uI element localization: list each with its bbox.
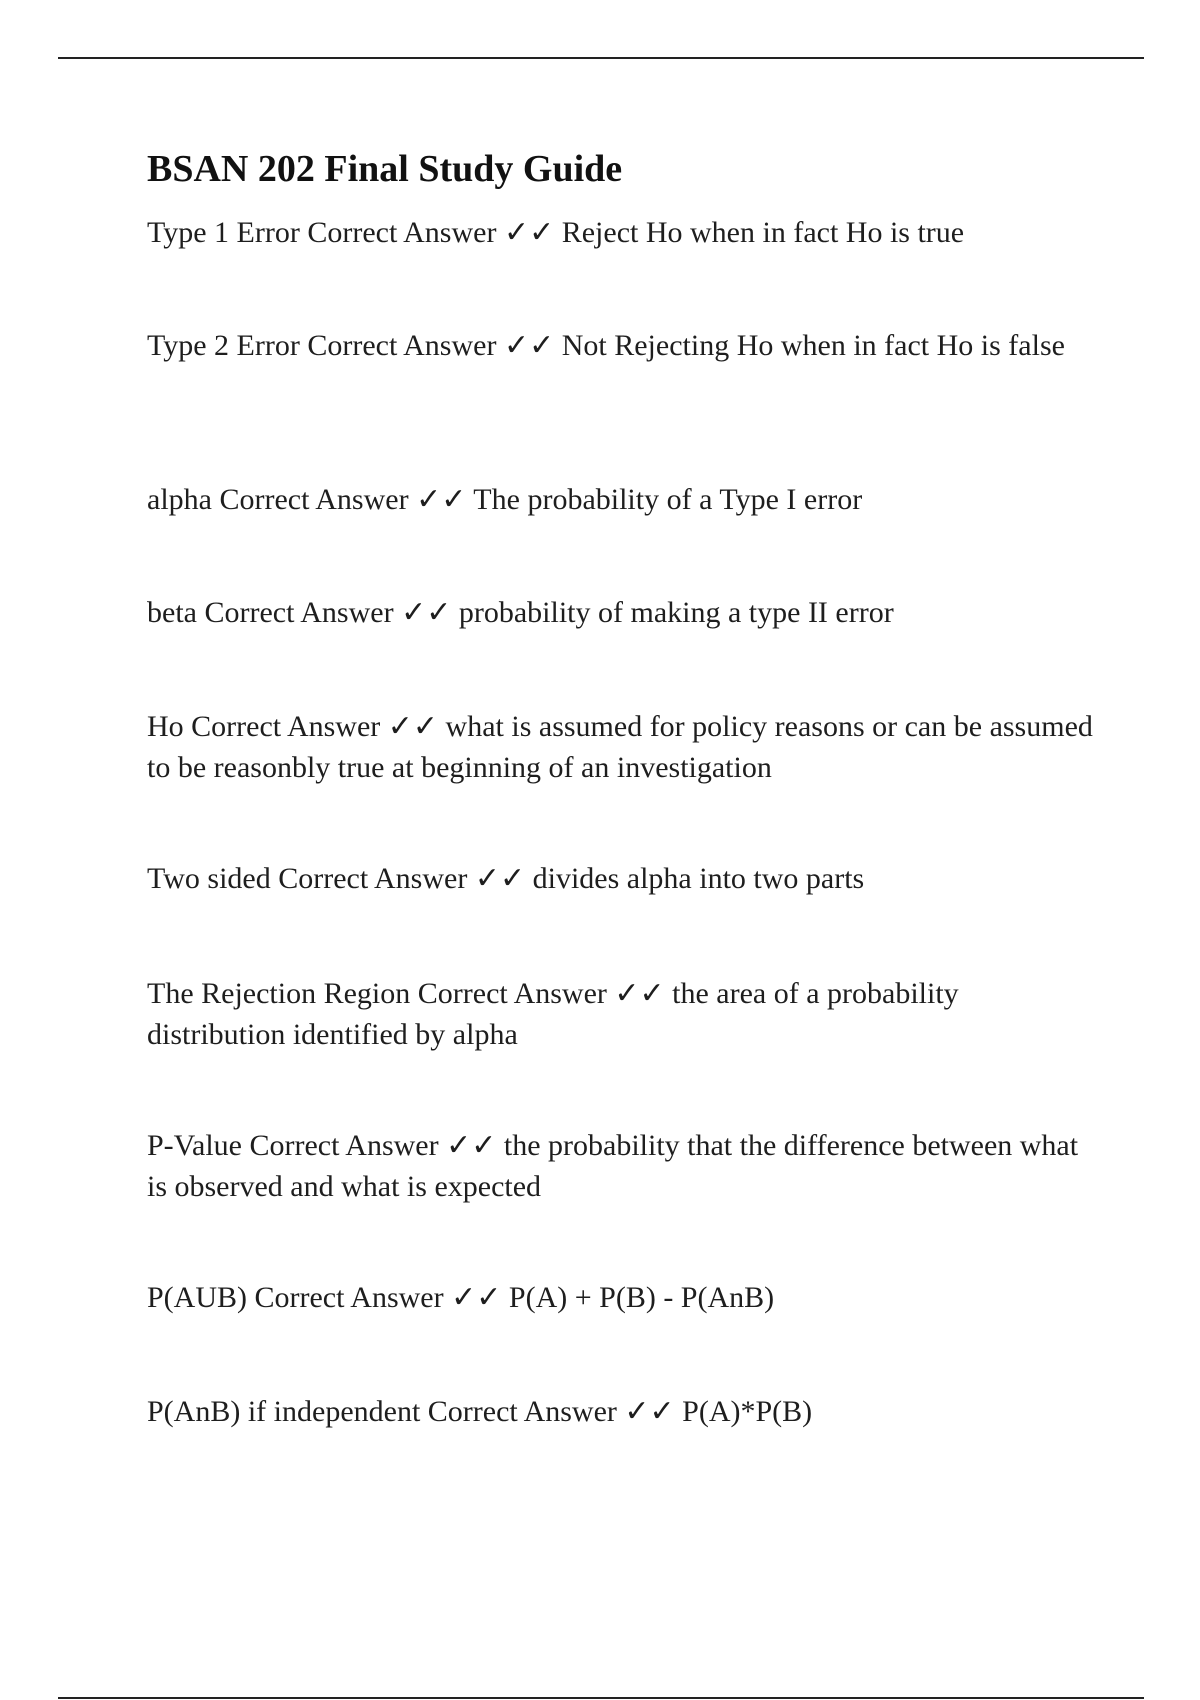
entry-two-sided: Two sided Correct Answer ✓✓ divides alpha into two parts — [147, 862, 865, 895]
footer-rule — [58, 1697, 1144, 1699]
document-title: BSAN 202 Final Study Guide — [147, 148, 623, 190]
entry-ho: Ho Correct Answer ✓✓ what is assumed for policy reasons or can be assumed to be reasonbly true at beginning of an investigation — [147, 710, 1093, 784]
document-body — [147, 146, 1097, 1428]
entry-rejection-region: The Rejection Region Correct Answer ✓✓ the area of a probability distribution identified by alpha — [147, 977, 959, 1051]
entry-p-aub: P(AUB) Correct Answer ✓✓ P(A) + P(B) - P(AnB) — [147, 1281, 775, 1314]
header-rule — [58, 57, 1144, 59]
entry-alpha: alpha Correct Answer ✓✓ The probability of a Type I error — [147, 483, 863, 516]
entry-type2-error: Type 2 Error Correct Answer ✓✓ Not Rejecting Ho when in fact Ho is false — [147, 329, 1065, 362]
entry-type1-error: Type 1 Error Correct Answer ✓✓ Reject Ho when in fact Ho is true — [147, 216, 965, 249]
entry-beta: beta Correct Answer ✓✓ probability of making a type II error — [147, 596, 894, 629]
entry-p-anb-independent: P(AnB) if independent Correct Answer ✓✓ P(A)*P(B) — [147, 1395, 813, 1428]
entry-p-value: P-Value Correct Answer ✓✓ the probability that the difference between what is observed and what is expected — [147, 1129, 1079, 1203]
